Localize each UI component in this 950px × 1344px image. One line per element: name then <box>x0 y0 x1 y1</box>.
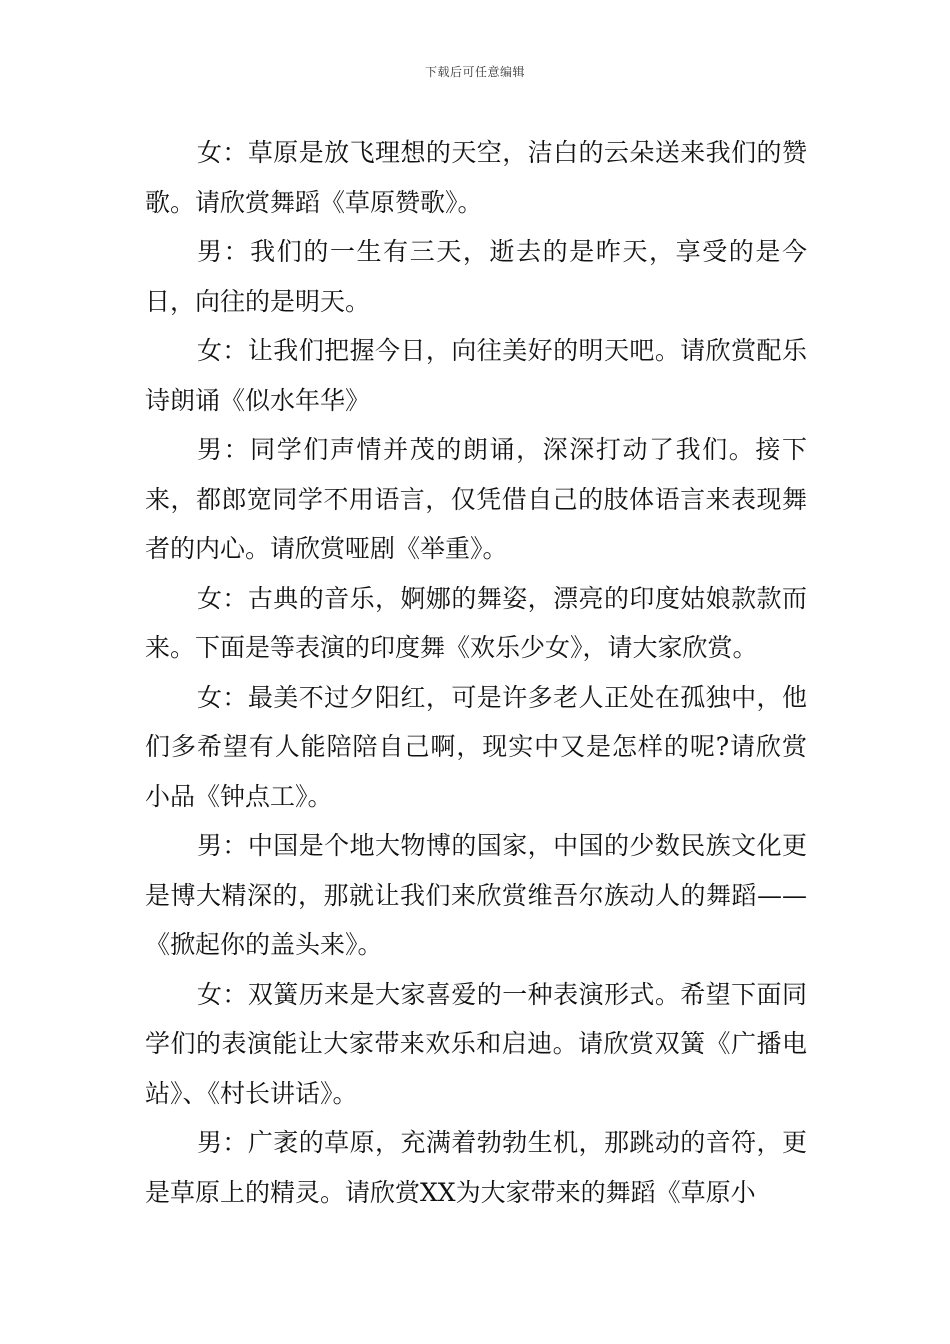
paragraph: 女：草原是放飞理想的天空，洁白的云朵送来我们的赞歌。请欣赏舞蹈《草原赞歌》。 <box>145 138 807 217</box>
document-body <box>145 128 807 1217</box>
paragraph: 男：中国是个地大物博的国家，中国的少数民族文化更是博大精深的，那就让我们来欣赏维吾尔族动人的舞蹈——《掀起你的盖头来》。 <box>145 831 807 959</box>
paragraph: 女：让我们把握今日，向往美好的明天吧。请欣赏配乐诗朗诵《似水年华》 <box>145 336 807 415</box>
paragraph: 女：古典的音乐，婀娜的舞姿，漂亮的印度姑娘款款而来。下面是等表演的印度舞《欢乐少女》，请大家欣赏。 <box>145 583 807 662</box>
paragraph: 男：同学们声情并茂的朗诵，深深打动了我们。接下来，都郎宽同学不用语言，仅凭借自己的肢体语言来表现舞者的内心。请欣赏哑剧《举重》。 <box>145 435 807 563</box>
paragraph: 女：双簧历来是大家喜爱的一种表演形式。希望下面同学们的表演能让大家带来欢乐和启迪。请欣赏双簧《广播电站》、《村长讲话》。 <box>145 979 807 1108</box>
paragraph: 男：广袤的草原，充满着勃勃生机，那跳动的音符，更是草原上的精灵。请欣赏XX为大家带来的舞蹈《草原小 <box>145 1128 807 1207</box>
paragraph: 女：最美不过夕阳红，可是许多老人正处在孤独中，他们多希望有人能陪陪自己啊，现实中又是怎样的呢?请欣赏小品《钟点工》。 <box>145 682 807 811</box>
header-note: 下载后可任意编辑 <box>424 65 525 79</box>
paragraph: 男：我们的一生有三天，逝去的是昨天，享受的是今日，向往的是明天。 <box>145 237 807 316</box>
